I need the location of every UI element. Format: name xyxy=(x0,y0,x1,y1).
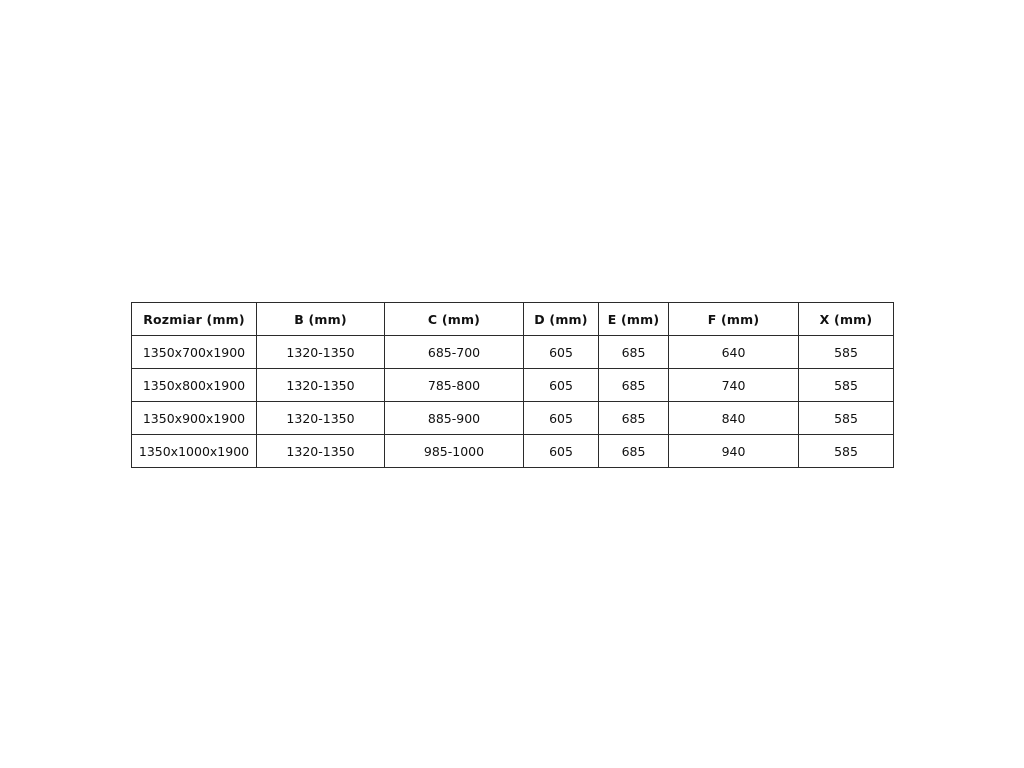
cell-d: 605 xyxy=(524,435,599,468)
cell-c: 785-800 xyxy=(385,369,524,402)
cell-b: 1320-1350 xyxy=(257,369,385,402)
table-row xyxy=(132,369,894,402)
cell-e: 685 xyxy=(599,402,669,435)
cell-f: 740 xyxy=(669,369,799,402)
size-table-container xyxy=(131,302,893,468)
cell-c: 685-700 xyxy=(385,336,524,369)
cell-c: 885-900 xyxy=(385,402,524,435)
cell-f: 840 xyxy=(669,402,799,435)
column-header-b: B (mm) xyxy=(257,303,385,336)
cell-d: 605 xyxy=(524,336,599,369)
table-row xyxy=(132,336,894,369)
cell-e: 685 xyxy=(599,369,669,402)
column-header-c: C (mm) xyxy=(385,303,524,336)
cell-rozmiar: 1350x800x1900 xyxy=(132,369,257,402)
cell-c: 985-1000 xyxy=(385,435,524,468)
cell-x: 585 xyxy=(799,435,894,468)
cell-rozmiar: 1350x1000x1900 xyxy=(132,435,257,468)
cell-rozmiar: 1350x700x1900 xyxy=(132,336,257,369)
cell-f: 940 xyxy=(669,435,799,468)
column-header-d: D (mm) xyxy=(524,303,599,336)
table-body xyxy=(132,336,894,468)
cell-b: 1320-1350 xyxy=(257,435,385,468)
column-header-x: X (mm) xyxy=(799,303,894,336)
cell-e: 685 xyxy=(599,336,669,369)
table-header-row xyxy=(132,303,894,336)
table-row xyxy=(132,435,894,468)
cell-b: 1320-1350 xyxy=(257,402,385,435)
cell-rozmiar: 1350x900x1900 xyxy=(132,402,257,435)
cell-f: 640 xyxy=(669,336,799,369)
cell-x: 585 xyxy=(799,369,894,402)
cell-d: 605 xyxy=(524,402,599,435)
table-row xyxy=(132,402,894,435)
cell-b: 1320-1350 xyxy=(257,336,385,369)
cell-x: 585 xyxy=(799,336,894,369)
column-header-e: E (mm) xyxy=(599,303,669,336)
cell-d: 605 xyxy=(524,369,599,402)
dimensions-table xyxy=(131,302,894,468)
cell-e: 685 xyxy=(599,435,669,468)
column-header-f: F (mm) xyxy=(669,303,799,336)
column-header-rozmiar: Rozmiar (mm) xyxy=(132,303,257,336)
table-header xyxy=(132,303,894,336)
cell-x: 585 xyxy=(799,402,894,435)
